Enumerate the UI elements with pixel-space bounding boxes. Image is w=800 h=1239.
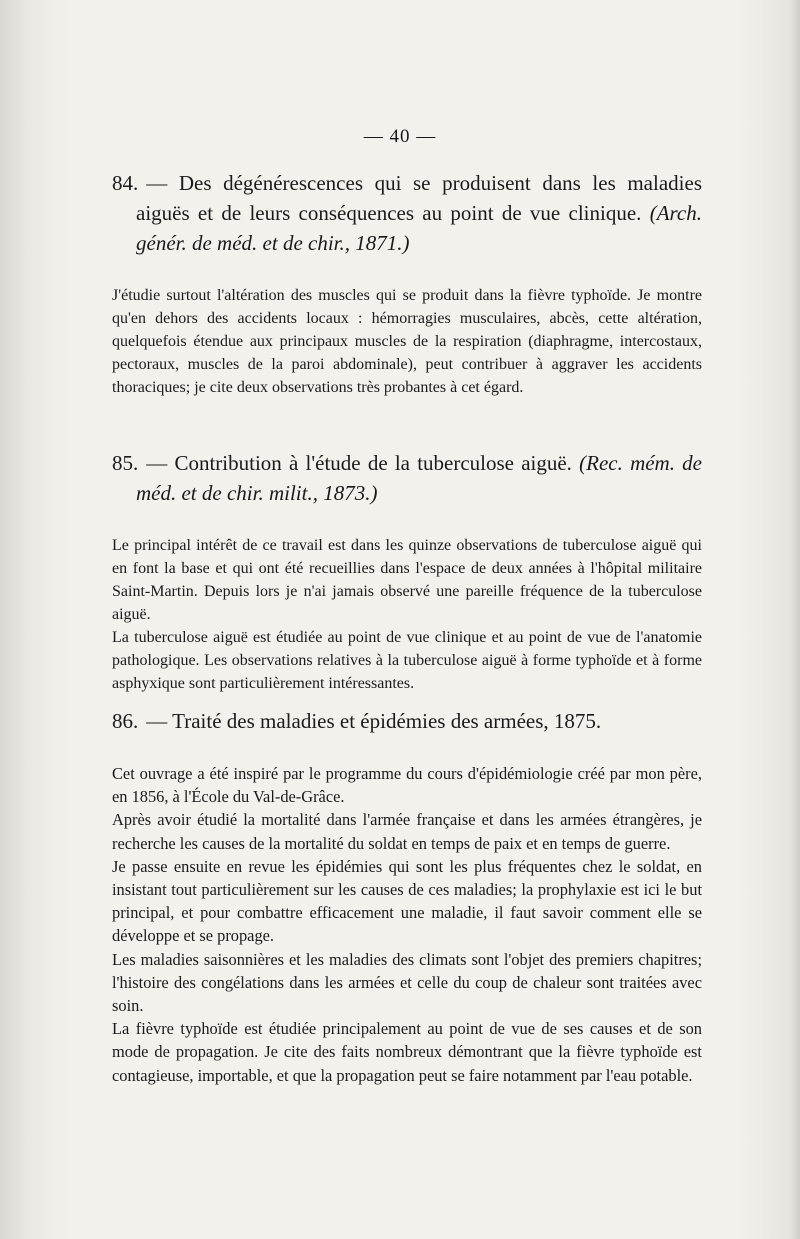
entry-paragraph: Je passe ensuite en revue les épidémies qui sont les plus fréquentes chez le soldat, en insistant tout particulièrement sur les causes de ces maladies; la prophylaxie est ici le but principal, et pour combattre efficacement une maladie, il faut savoir comment elle se développe et se propage. <box>112 856 702 946</box>
page-number: — 40 — <box>363 126 437 147</box>
entry-paragraph: La tuberculose aiguë est étudiée au point de vue clinique et au point de vue de l'anatomie pathologique. Les observations relatives à la tuberculose aiguë à forme typhoïde et à forme asphyxique sont particulièrement intéressantes. <box>112 629 702 692</box>
entry-number: 84. <box>112 171 139 195</box>
entry-body <box>112 762 702 1087</box>
entry-paragraph: Les maladies saisonnières et les maladies des climats sont l'objet des premiers chapitres; l'histoire des congélations dans les armées et celle du coup de chaleur sont traitées avec soin. <box>112 949 702 1016</box>
entry-title <box>112 168 702 258</box>
entry-paragraph: La fièvre typhoïde est étudiée principalement au point de vue de ses causes et de son mode de propagation. Je cite des faits nombreux démontrant que la fièvre typhoïde est contagieuse, importable, et que la propagation peut se faire notamment par l'eau potable. <box>112 1019 702 1085</box>
entry-reference: (Arch. génér. de méd. et de chir., 1871.) <box>136 201 703 255</box>
entry-number: 86. <box>112 709 139 733</box>
entry-85 <box>112 448 702 695</box>
entry-reference: (Rec. mém. de méd. et de chir. milit., 1873.) <box>136 451 703 505</box>
entry-84 <box>112 168 702 399</box>
entry-86 <box>112 706 702 1087</box>
entry-paragraph: J'étudie surtout l'altération des muscles qui se produit dans la fièvre typhoïde. Je montre qu'en dehors des accidents locaux : hémorragies musculaires, abcès, cette altération, quelquefois étendue aux principaux muscles de la respiration (diaphragme, intercostaux, pectoraux, muscles de la paroi abdominale), peut contribuer à aggraver les accidents thoraciques; je cite deux observations très probantes à cet égard. <box>112 287 702 396</box>
entry-paragraph: Le principal intérêt de ce travail est dans les quinze observations de tuberculose aiguë qui en font la base et qui ont été recueillies dans l'espace de deux années à l'hôpital militaire Saint-Martin. Depuis lors je n'ai jamais observé une pareille fréquence de la tuberculose aiguë. <box>112 537 702 623</box>
entry-number: 85. <box>112 451 139 475</box>
entry-title-text: — Contribution à l'étude de la tuberculose aiguë. <box>146 451 572 475</box>
entry-title-text: — Des dégénérescences qui se produisent dans les maladies aiguës et de leurs conséquences au point de vue clinique. <box>136 171 702 225</box>
entry-body <box>112 284 702 399</box>
entry-title <box>112 706 702 736</box>
entry-title <box>112 448 702 508</box>
entry-body <box>112 534 702 695</box>
entry-paragraph: Cet ouvrage a été inspiré par le programme du cours d'épidémiologie créé par mon père, en 1856, à l'École du Val-de-Grâce. <box>112 764 702 807</box>
entry-paragraph: Après avoir étudié la mortalité dans l'armée française et dans les armées étrangères, je recherche les causes de la mortalité du soldat en temps de paix et en temps de guerre. <box>112 810 702 853</box>
entry-title-text: — Traité des maladies et épidémies des armées, 1875. <box>146 709 602 733</box>
